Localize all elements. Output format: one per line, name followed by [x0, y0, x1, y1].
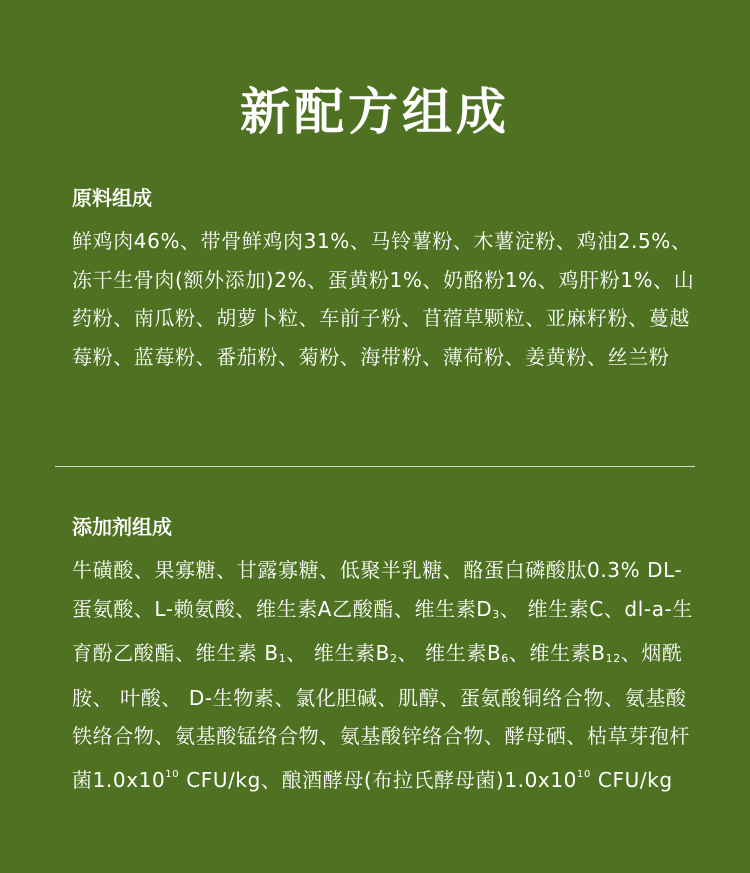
- subscript-b6: 6: [501, 652, 509, 665]
- additives-text-7: CFU/kg、酿酒酵母(布拉氏酵母菌)1.0x10: [179, 767, 578, 792]
- raw-materials-section: [72, 184, 696, 376]
- raw-materials-list: 鲜鸡肉46%、带骨鲜鸡肉31%、马铃薯粉、木薯淀粉、鸡油2.5%、冻干生骨肉(额外添加)2%、蛋黄粉1%、奶酪粉1%、鸡肝粉1%、山药粉、南瓜粉、胡萝卜粒、车前子粉、苜蓿草颗粒、亚麻籽粉、蔓越莓粉、蓝莓粉、番茄粉、菊粉、海带粉、薄荷粉、姜黄粉、丝兰粉: [72, 229, 695, 369]
- additives-text-6: 、烟酰胺、 叶酸、 D-生物素、氯化胆碱、肌醇、蛋氨酸铜络合物、氨基酸铁络合物、氨基酸锰络合物、氨基酸锌络合物、酵母硒、枯草芽孢杆菌1.0x10: [72, 641, 690, 792]
- superscript-exponent-2: 10: [577, 768, 591, 780]
- subscript-b2: 2: [389, 652, 398, 665]
- superscript-exponent-1: 10: [165, 768, 180, 780]
- additives-text-1: 牛磺酸、果寡糖、甘露寡糖、低聚半乳糖、酪蛋白磷酸肽0.3% DL-蛋氨酸、L-赖氨酸、维生素A乙酸酯、维生素D: [72, 558, 683, 621]
- subscript-d3: 3: [492, 607, 500, 621]
- additives-list: [72, 551, 696, 799]
- additives-text-4: 、 维生素B: [397, 641, 502, 665]
- section-divider: [55, 466, 695, 467]
- subscript-b1: 1: [278, 652, 287, 665]
- raw-materials-heading: 原料组成: [72, 186, 152, 210]
- additives-text-5: 、维生素B: [508, 641, 606, 665]
- subscript-b12: 12: [605, 652, 621, 665]
- additives-section: [72, 513, 696, 799]
- additives-text-2: 、 维生素C、dl-a-生育酚乙酸酯、维生素 B: [72, 596, 693, 665]
- additives-text-3: 、 维生素B: [286, 641, 390, 665]
- page-title: 新配方组成: [240, 83, 510, 141]
- additives-text-8: CFU/kg: [590, 767, 673, 792]
- additives-heading: 添加剂组成: [72, 515, 172, 539]
